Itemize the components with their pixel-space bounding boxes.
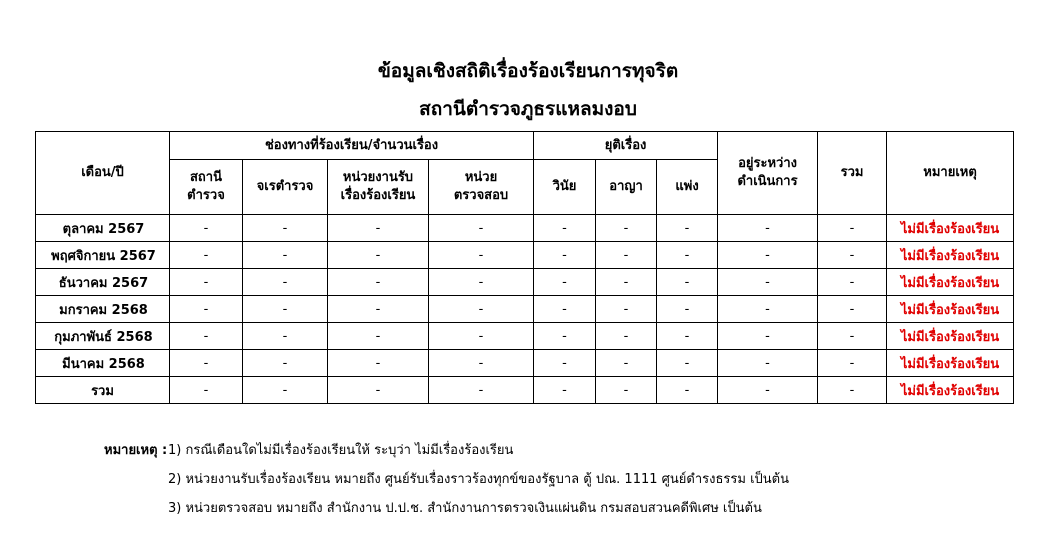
footnote-2 [104, 465, 789, 494]
total-row [36, 377, 1014, 404]
cell-in-progress: - [718, 323, 818, 350]
header-resolved: ยุติเรื่อง [534, 132, 718, 160]
cell-audit: - [429, 377, 534, 404]
cell-total: - [818, 377, 887, 404]
footnote-text: 1) กรณีเดือนใดไม่มีเรื่องร้องเรียนให้ ระบุว่า ไม่มีเรื่องร้องเรียน [168, 443, 514, 458]
cell-civil: - [657, 377, 718, 404]
cell-audit: - [429, 215, 534, 242]
header-in-progress [718, 132, 818, 215]
header-channel-audit [429, 160, 534, 215]
cell-discipline: - [534, 269, 596, 296]
cell-criminal: - [596, 350, 657, 377]
header-resolved-civil: แพ่ง [657, 160, 718, 215]
cell-agency: - [328, 215, 429, 242]
cell-remark: ไม่มีเรื่องร้องเรียน [887, 296, 1014, 323]
cell-agency: - [328, 377, 429, 404]
cell-civil: - [657, 323, 718, 350]
cell-audit: - [429, 350, 534, 377]
header-resolved-discipline: วินัย [534, 160, 596, 215]
cell-in-progress: - [718, 269, 818, 296]
cell-inspector: - [243, 215, 328, 242]
cell-criminal: - [596, 215, 657, 242]
cell-civil: - [657, 350, 718, 377]
cell-in-progress: - [718, 242, 818, 269]
cell-civil: - [657, 242, 718, 269]
cell-inspector: - [243, 269, 328, 296]
header-in-progress-label: อยู่ระหว่าง ดำเนินการ [737, 156, 798, 189]
table-row [36, 215, 1014, 242]
header-channel-inspector: จเรตำรวจ [243, 160, 328, 215]
cell-agency: - [328, 350, 429, 377]
cell-inspector: - [243, 377, 328, 404]
header-month: เดือน/ปี [36, 132, 170, 215]
cell-station: - [170, 350, 243, 377]
cell-station: - [170, 377, 243, 404]
cell-criminal: - [596, 269, 657, 296]
cell-month: มีนาคม 2568 [36, 350, 170, 377]
cell-total: - [818, 215, 887, 242]
cell-inspector: - [243, 296, 328, 323]
cell-civil: - [657, 215, 718, 242]
cell-in-progress: - [718, 215, 818, 242]
cell-total-label: รวม [36, 377, 170, 404]
cell-audit: - [429, 242, 534, 269]
table-row [36, 350, 1014, 377]
cell-discipline: - [534, 377, 596, 404]
page-title: ข้อมูลเชิงสถิติเรื่องร้องเรียนการทุจริต [377, 60, 679, 82]
cell-agency: - [328, 323, 429, 350]
cell-station: - [170, 215, 243, 242]
footnote-3 [104, 494, 789, 523]
cell-total: - [818, 296, 887, 323]
footnotes [104, 436, 789, 523]
cell-total: - [818, 323, 887, 350]
cell-in-progress: - [718, 377, 818, 404]
cell-criminal: - [596, 377, 657, 404]
cell-month: ตุลาคม 2567 [36, 215, 170, 242]
cell-discipline: - [534, 323, 596, 350]
cell-remark: ไม่มีเรื่องร้องเรียน [887, 377, 1014, 404]
header-channel-station-label: สถานี ตำรวจ [187, 170, 225, 203]
cell-in-progress: - [718, 296, 818, 323]
cell-month: มกราคม 2568 [36, 296, 170, 323]
cell-station: - [170, 269, 243, 296]
cell-remark: ไม่มีเรื่องร้องเรียน [887, 215, 1014, 242]
cell-civil: - [657, 296, 718, 323]
cell-station: - [170, 242, 243, 269]
cell-inspector: - [243, 242, 328, 269]
cell-month: พฤศจิกายน 2567 [36, 242, 170, 269]
header-channel-agency [328, 160, 429, 215]
table-row [36, 323, 1014, 350]
cell-month: ธันวาคม 2567 [36, 269, 170, 296]
cell-agency: - [328, 242, 429, 269]
footnote-1 [104, 436, 789, 465]
cell-criminal: - [596, 296, 657, 323]
header-remark: หมายเหตุ [887, 132, 1014, 215]
footnote-text: 2) หน่วยงานรับเรื่องร้องเรียน หมายถึง ศูนย์รับเรื่องราวร้องทุกข์ของรัฐบาล ตู้ ปณ. 1111 ศูนย์ดำรงธรรม เป็นต้น [168, 472, 789, 487]
cell-station: - [170, 323, 243, 350]
cell-discipline: - [534, 242, 596, 269]
header-resolved-criminal: อาญา [596, 160, 657, 215]
table-row [36, 269, 1014, 296]
page-subtitle: สถานีตำรวจภูธรแหลมงอบ [419, 98, 637, 120]
cell-in-progress: - [718, 350, 818, 377]
cell-audit: - [429, 269, 534, 296]
cell-total: - [818, 242, 887, 269]
cell-station: - [170, 296, 243, 323]
cell-agency: - [328, 269, 429, 296]
header-total: รวม [818, 132, 887, 215]
cell-total: - [818, 350, 887, 377]
cell-audit: - [429, 323, 534, 350]
header-channels: ช่องทางที่ร้องเรียน/จำนวนเรื่อง [170, 132, 534, 160]
footnote-text: 3) หน่วยตรวจสอบ หมายถึง สำนักงาน ป.ป.ช. สำนักงานการตรวจเงินแผ่นดิน กรมสอบสวนคดีพิเศษ เป็นต้น [168, 501, 762, 516]
header-channel-agency-label: หน่วยงานรับ เรื่องร้องเรียน [340, 170, 416, 203]
cell-discipline: - [534, 215, 596, 242]
cell-audit: - [429, 296, 534, 323]
cell-inspector: - [243, 350, 328, 377]
footnote-label: หมายเหตุ : [104, 443, 168, 458]
cell-civil: - [657, 269, 718, 296]
complaint-statistics-table [35, 131, 1014, 404]
cell-criminal: - [596, 242, 657, 269]
header-channel-station [170, 160, 243, 215]
cell-month: กุมภาพันธ์ 2568 [36, 323, 170, 350]
cell-inspector: - [243, 323, 328, 350]
table-row [36, 296, 1014, 323]
cell-agency: - [328, 296, 429, 323]
cell-criminal: - [596, 323, 657, 350]
cell-remark: ไม่มีเรื่องร้องเรียน [887, 350, 1014, 377]
cell-total: - [818, 269, 887, 296]
cell-remark: ไม่มีเรื่องร้องเรียน [887, 242, 1014, 269]
table-row [36, 242, 1014, 269]
cell-remark: ไม่มีเรื่องร้องเรียน [887, 269, 1014, 296]
cell-remark: ไม่มีเรื่องร้องเรียน [887, 323, 1014, 350]
cell-discipline: - [534, 296, 596, 323]
header-channel-audit-label: หน่วย ตรวจสอบ [453, 170, 509, 203]
cell-discipline: - [534, 350, 596, 377]
